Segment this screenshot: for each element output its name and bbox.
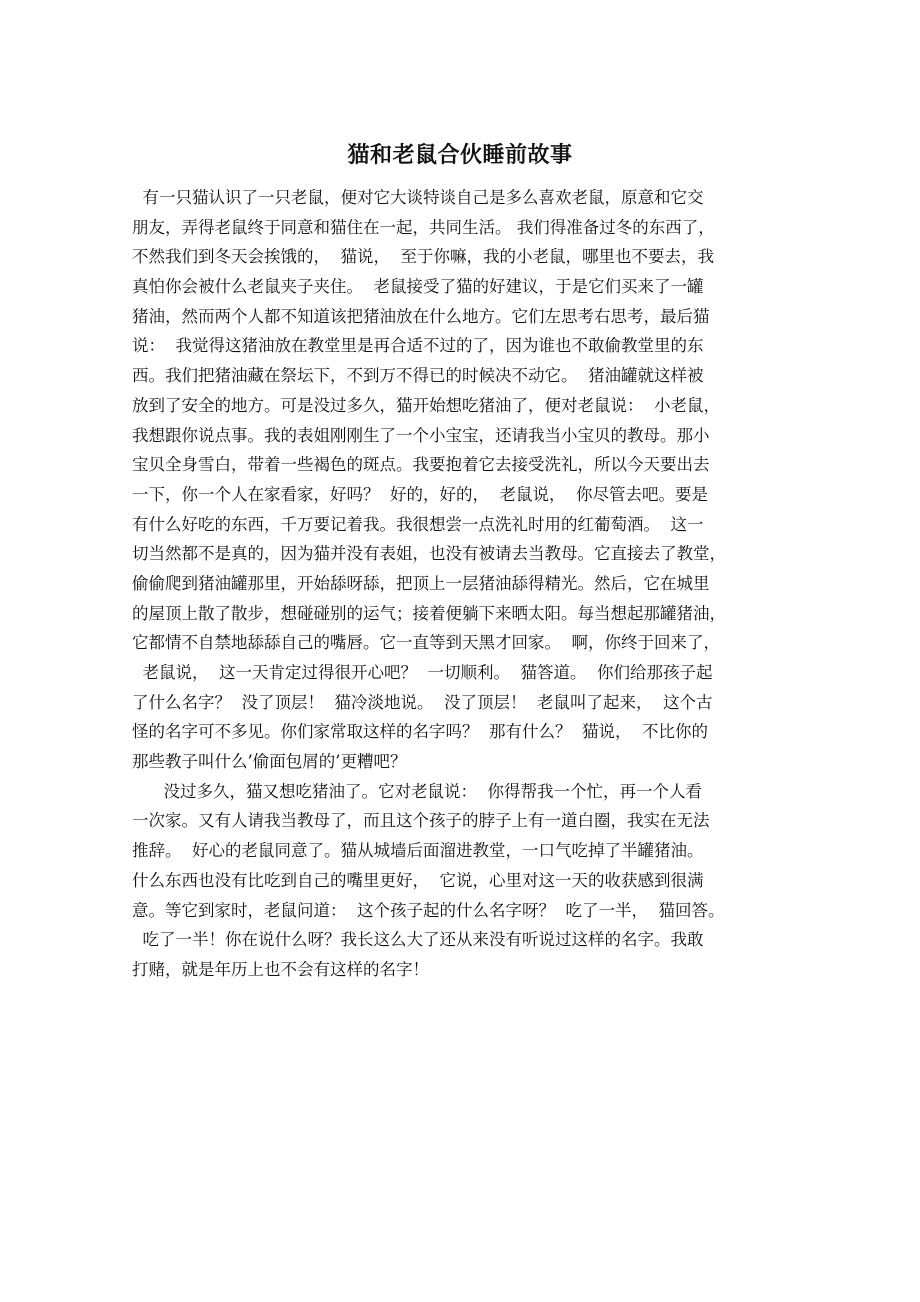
text-line: 真怕你会被什么老鼠夹子夹住。 老鼠接受了猫的好建议，于是它们买来了一罐: [132, 277, 704, 297]
document-title: 猫和老鼠合伙睡前故事: [347, 143, 573, 168]
text-line: 猪油，然而两个人都不知道该把猪油放在什么地方。它们左思考右思考，最后猫: [132, 306, 710, 326]
text-line: 有一只猫认识了一只老鼠，便对它大谈特谈自己是多么喜欢老鼠，原意和它交: [132, 188, 704, 207]
text-line: 意。等它到家时，老鼠问道： 这个孩子起的什么名字呀？ 吃了一半， 猫回答。: [132, 900, 725, 920]
text-line: 说： 我觉得这猪油放在教堂里是再合适不过的了，因为谁也不敢偷教堂里的东: [132, 336, 704, 356]
text-line: 西。我们把猪油藏在祭坛下，不到万不得已的时候决不动它。 猪油罐就这样被: [132, 366, 704, 386]
text-line: 一下，你一个人在家看家，好吗？ 好的，好的， 老鼠说， 你尽管去吧。要是: [132, 484, 708, 504]
text-line: 切当然都不是真的，因为猫并没有表姐，也没有被请去当教母。它直接去了教堂，: [132, 544, 726, 564]
text-line: 老鼠说， 这一天肯定过得很开心吧？ 一切顺利。 猫答道。 你们给那孩子起: [132, 663, 713, 682]
text-line: 不然我们到冬天会挨饿的， 猫说， 至于你嘛，我的小老鼠，哪里也不要去，我: [132, 247, 714, 267]
story-body: [132, 183, 792, 985]
text-line: 一次家。又有人请我当教母了，而且这个孩子的脖子上有一道白圈，我实在无法: [132, 811, 710, 831]
text-line: 它都情不自禁地舔舔自己的嘴唇。它一直等到天黑才回家。 啊，你终于回来了，: [132, 633, 720, 653]
text-line: 的屋顶上散了散步，想碰碰别的运气；接着便躺下来晒太阳。每当想起那罐猪油，: [132, 603, 726, 623]
text-line: 朋友，弄得老鼠终于同意和猫住在一起，共同生活。 我们得准备过冬的东西了，: [132, 217, 715, 237]
text-line: 偷偷爬到猪油罐那里，开始舔呀舔，把顶上一层猪油舔得精光。然后，它在城里: [132, 573, 710, 593]
text-line: 吃了一半！你在说什么呀？我长这么大了还从来没有听说过这样的名字。我敢: [132, 930, 704, 950]
text-line: 了什么名字？ 没了顶层！ 猫冷淡地说。 没了顶层！ 老鼠叫了起来， 这个古: [132, 692, 713, 712]
text-line: 有什么好吃的东西，千万要记着我。我很想尝一点洗礼时用的红葡萄酒。 这一: [132, 514, 704, 534]
text-line: 宝贝全身雪白，带着一些褐色的斑点。我要抱着它去接受洗礼，所以今天要出去: [132, 455, 710, 475]
text-line: 放到了安全的地方。可是没过多久，猫开始想吃猪油了，便对老鼠说： 小老鼠，: [132, 395, 720, 415]
text-line: 什么东西也没有比吃到自己的嘴里更好， 它说，心里对这一天的收获感到很满: [132, 870, 704, 890]
text-line: 那些教子叫什么’偷面包屑的’更糟吧？: [132, 752, 407, 772]
text-line: 推辞。 好心的老鼠同意了。猫从城墙后面溜进教堂，一口气吃掉了半罐猪油。: [132, 841, 704, 861]
text-line: 打赌，就是年历上也不会有这样的名字！: [132, 959, 429, 979]
text-line: 怪的名字可不多见。你们家常取这样的名字吗？ 那有什么？ 猫说， 不比你的: [132, 722, 708, 742]
text-line: 没过多久，猫又想吃猪油了。它对老鼠说： 你得帮我一个忙，再一个人看: [132, 781, 702, 801]
text-line: 我想跟你说点事。我的表姐刚刚生了一个小宝宝，还请我当小宝贝的教母。那小: [132, 425, 710, 445]
